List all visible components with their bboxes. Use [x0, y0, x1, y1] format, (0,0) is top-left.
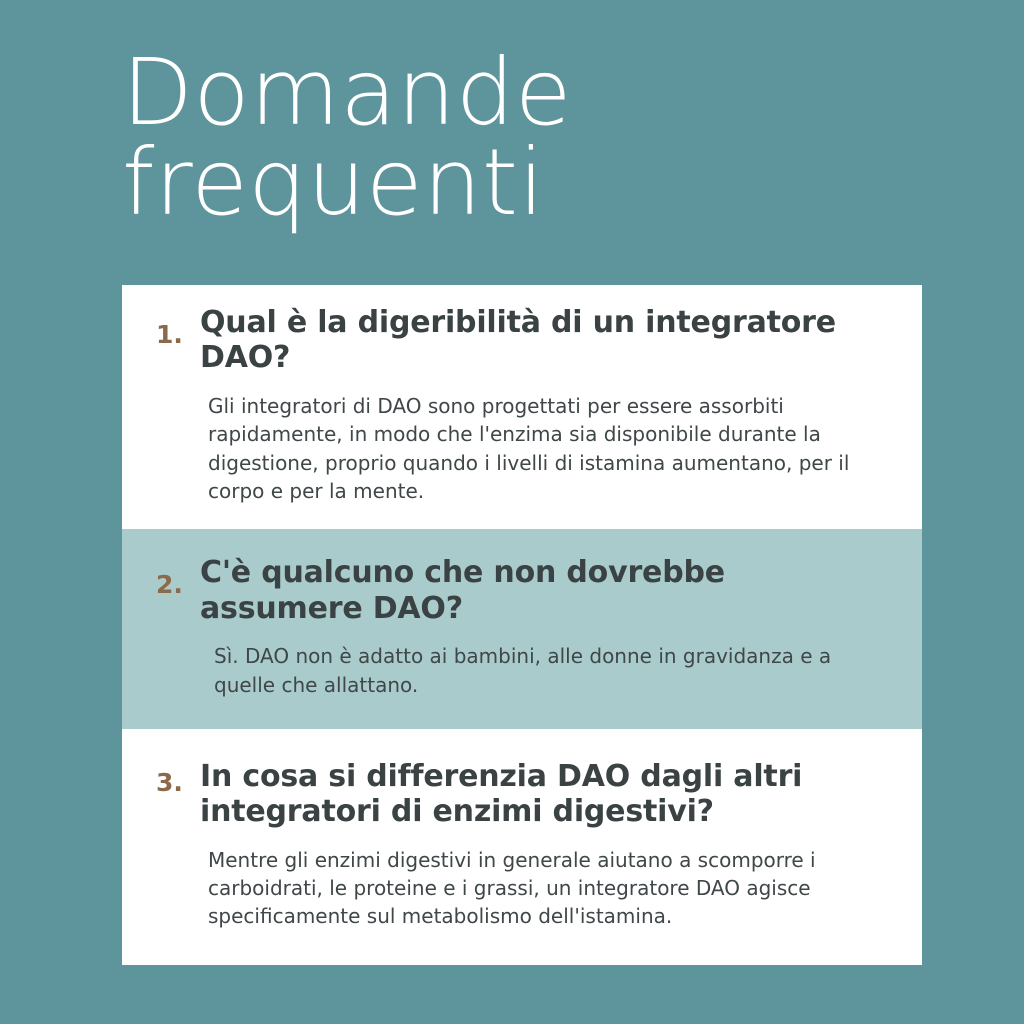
page-title-line-1: Domande	[122, 39, 572, 146]
faq-item-answer: Mentre gli enzimi digestivi in generale aiutano a scomporre i carboidrati, le proteine e i grassi, un integratore DAO agisce specificamente sul metabolismo dell'istamina.	[208, 847, 816, 929]
faq-item[interactable]	[122, 529, 922, 729]
faq-item-number: 2.	[156, 570, 183, 600]
faq-item-question: C'è qualcuno che non dovrebbe assumere DAO?	[200, 555, 725, 626]
faq-item-question: Qual è la digeribilità di un integratore DAO?	[200, 305, 836, 376]
page-title-line-2: frequenti	[122, 129, 545, 237]
faq-item-answer: Sì. DAO non è adatto ai bambini, alle donne in gravidanza e a quelle che allattano.	[214, 644, 832, 697]
faq-item[interactable]	[122, 285, 922, 529]
faq-item-question: In cosa si differenzia DAO dagli altri integratori di enzimi digestivi?	[200, 758, 803, 830]
faq-item-body	[200, 305, 888, 505]
faq-item-answer: Gli integratori di DAO sono progettati per essere assorbiti rapidamente, in modo che l'enzima sia disponibile durante la digestione, proprio quando i livelli di istamina aumentano, per il corpo e per la mente.	[208, 393, 850, 503]
faq-item-number: 1.	[156, 320, 183, 349]
faq-item-number: 3.	[156, 767, 183, 797]
faq-item-body	[200, 759, 888, 931]
page-title	[122, 39, 922, 237]
faq-item-body	[200, 555, 888, 699]
faq-item[interactable]	[122, 729, 922, 965]
faq-list	[122, 285, 922, 965]
